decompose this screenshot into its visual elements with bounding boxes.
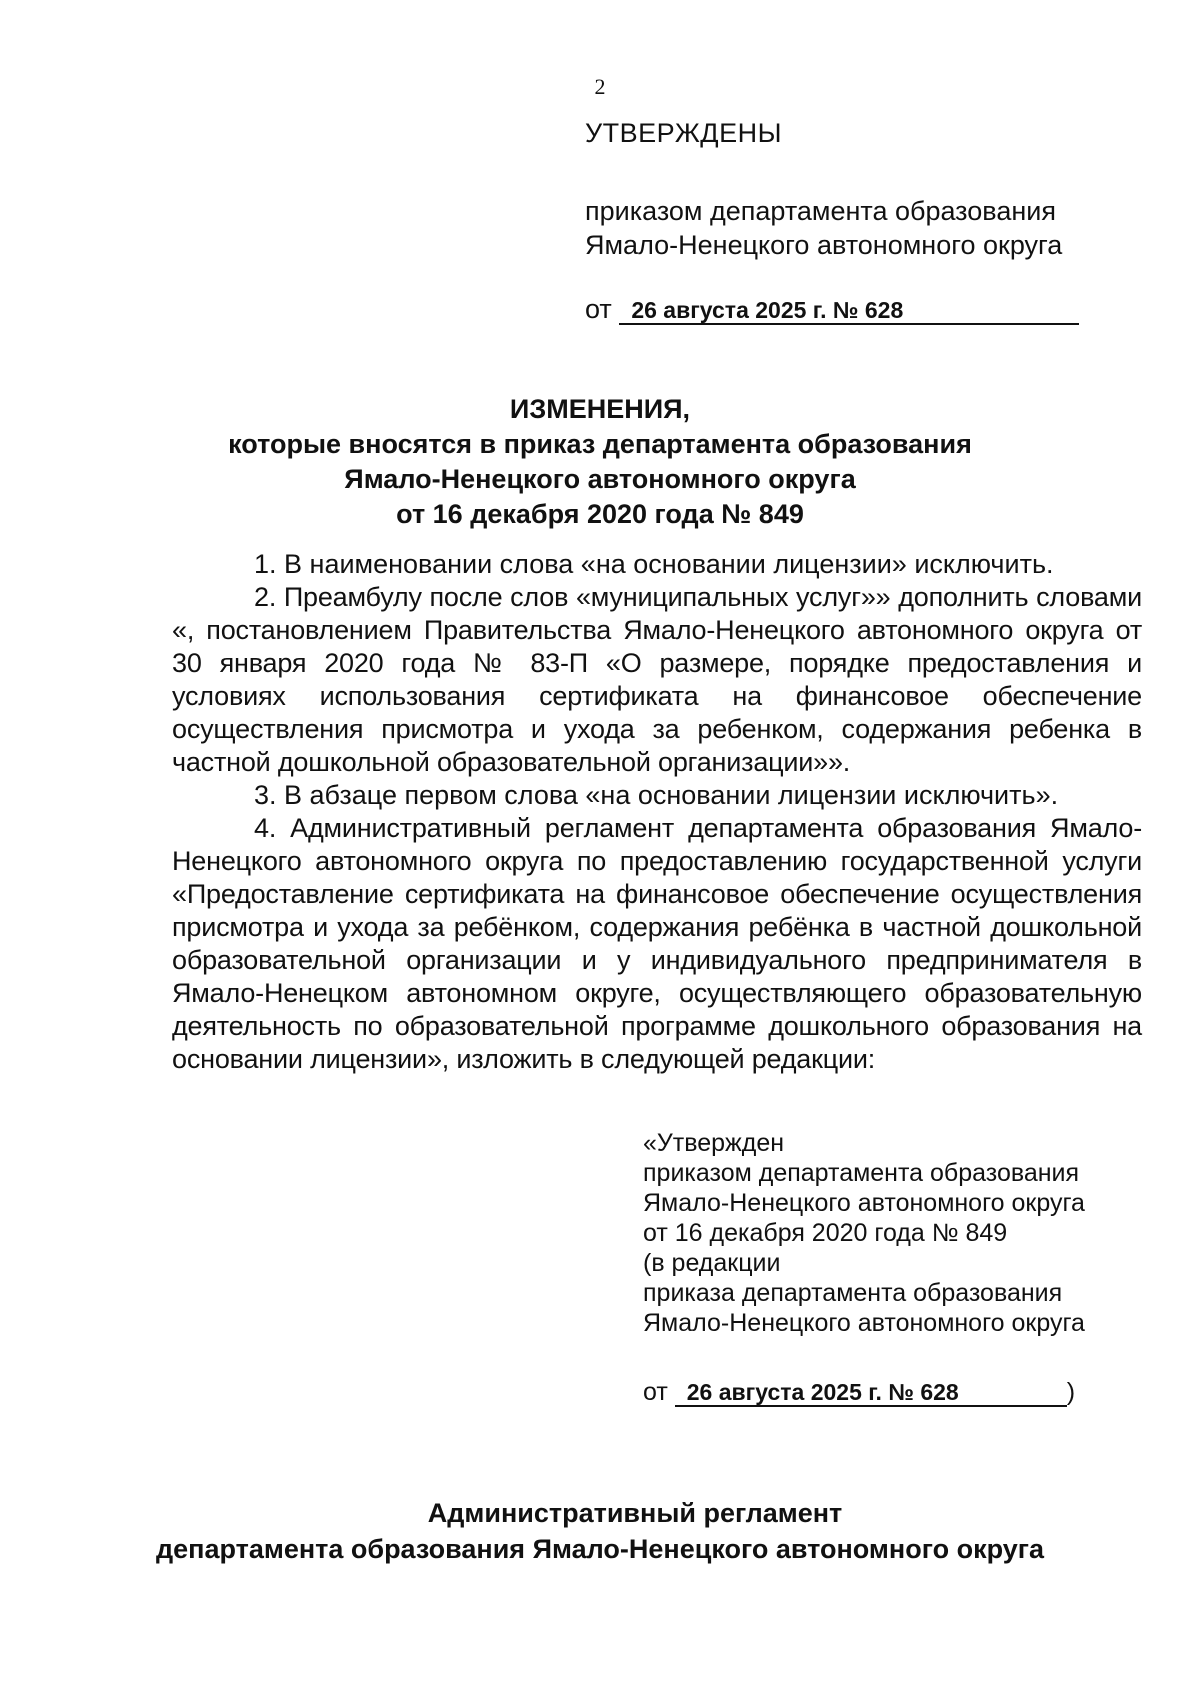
changes-heading-line-4: от 16 декабря 2020 года № 849 bbox=[396, 499, 804, 529]
changes-heading-line-3: Ямало-Ненецкого автономного округа bbox=[344, 464, 856, 494]
approval2-order-value: 26 августа 2025 г. № 628 bbox=[675, 1379, 1067, 1407]
regulation-heading-line-2: департамента образования Ямало-Ненецкого автономного округа bbox=[156, 1534, 1044, 1564]
approval2-line-2: приказом департамента образования bbox=[643, 1159, 1080, 1187]
item-2: 2. Преамбулу после слов «муниципальных услуг»» дополнить словами «, постановлением Правительства Ямало-Ненецкого автономного округа от 30 января 2020 года № 83-П «О размере, порядке предоставления и условиях использования сертификата на финансовое обеспечение осуществления присмотра и ухода за ребенком, содержания ребенка в частной дошкольной образовательной организации»». bbox=[172, 582, 1142, 777]
approval2-closing-paren: ) bbox=[1066, 1378, 1076, 1406]
item-4: 4. Административный регламент департамента образования Ямало-Ненецкого автономного округа по предоставлению государственной услуги «Предоставление сертификата на финансовое обеспечение осуществления присмотра и ухода за ребёнком, содержания ребёнка в частной дошкольной образовательной организации и у индивидуального предпринимателя в Ямало-Ненецком автономном округе, осуществляющего образовательную деятельность по образовательной программе дошкольного образования на основании лицензии», изложить в следующей редакции: bbox=[172, 813, 1142, 1074]
approval2-line-4: от 16 декабря 2020 года № 849 bbox=[643, 1219, 1008, 1247]
approval-line-2: Ямало-Ненецкого автономного округа bbox=[585, 230, 1063, 260]
approval2-line-6: приказа департамента образования bbox=[643, 1279, 1063, 1307]
approval2-from-label: от bbox=[643, 1378, 668, 1406]
item-1: 1. В наименовании слова «на основании лицензии» исключить. bbox=[254, 549, 1054, 579]
approval-order-reference bbox=[585, 292, 1079, 326]
approval-line-1: приказом департамента образования bbox=[585, 196, 1056, 226]
page-number: 2 bbox=[594, 74, 606, 99]
changes-heading-line-1: ИЗМЕНЕНИЯ, bbox=[509, 394, 691, 424]
approval-block-quoted bbox=[643, 1128, 1085, 1338]
changes-heading-line-2: которые вносятся в приказ департамента образования bbox=[228, 429, 972, 459]
regulation-heading bbox=[0, 1495, 1200, 1567]
approval2-order-reference bbox=[643, 1378, 1075, 1407]
approval2-line-3: Ямало-Ненецкого автономного округа bbox=[643, 1189, 1085, 1217]
document-body bbox=[172, 548, 1142, 1076]
approval2-line-5: (в редакции bbox=[643, 1249, 781, 1277]
changes-heading bbox=[0, 392, 1200, 532]
approval-title: УТВЕРЖДЕНЫ bbox=[585, 118, 782, 148]
approval-from-label: от bbox=[585, 294, 612, 324]
approval2-line-1: «Утвержден bbox=[643, 1129, 785, 1157]
regulation-heading-line-1: Административный регламент bbox=[427, 1498, 843, 1528]
approval2-line-7: Ямало-Ненецкого автономного округа bbox=[643, 1309, 1085, 1337]
approval-order-value: 26 августа 2025 г. № 628 bbox=[619, 297, 1079, 325]
item-3: 3. В абзаце первом слова «на основании лицензии исключить». bbox=[254, 780, 1059, 810]
